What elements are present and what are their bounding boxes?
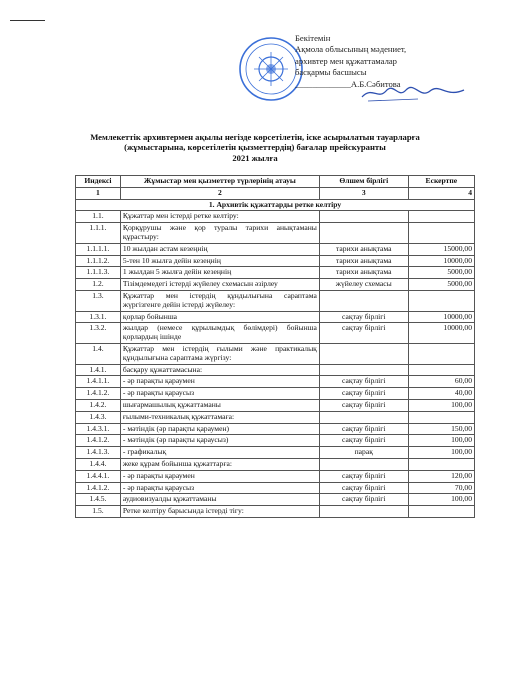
row-note: 60,00 xyxy=(408,376,474,388)
row-unit: парақ xyxy=(319,447,408,459)
table-row xyxy=(76,482,475,494)
table-row xyxy=(76,323,475,344)
row-name: 10 жылдан астам кезеңнің xyxy=(120,243,319,255)
column-number: 3 xyxy=(319,187,408,199)
row-unit xyxy=(319,458,408,470)
row-index: 1.4.4.1. xyxy=(76,470,121,482)
row-name: - графикалық xyxy=(120,447,319,459)
table-row xyxy=(76,311,475,323)
row-name: Қорқұрушы және қор туралы тарихи анықтаманы құрастыру: xyxy=(120,223,319,244)
row-unit: сақтау бірлігі xyxy=(319,399,408,411)
column-number: 4 xyxy=(408,187,474,199)
section-title: 1. Архивтік құжаттарды ретке келтіру xyxy=(76,199,475,211)
table-row xyxy=(76,267,475,279)
table-row xyxy=(76,447,475,459)
column-number-row xyxy=(76,187,475,199)
row-note: 5000,00 xyxy=(408,279,474,291)
row-index: 1.1.1.1. xyxy=(76,243,121,255)
row-note xyxy=(408,223,474,244)
row-name: - мәтіндік (әр парақты қараумен) xyxy=(120,423,319,435)
row-name: аудиовизуалды құжаттаманы xyxy=(120,494,319,506)
row-index: 1.4.1.2. xyxy=(76,435,121,447)
row-note: 10000,00 xyxy=(408,323,474,344)
row-index: 1.4.4. xyxy=(76,458,121,470)
header-cell: Индексі xyxy=(76,176,121,188)
row-note: 5000,00 xyxy=(408,267,474,279)
table-row xyxy=(76,279,475,291)
table-row xyxy=(76,211,475,223)
row-note xyxy=(408,211,474,223)
row-unit: сақтау бірлігі xyxy=(319,482,408,494)
column-number: 1 xyxy=(76,187,121,199)
row-index: 1.4. xyxy=(76,343,121,364)
row-name: жылдар (немесе құрылымдық бөлімдері) бойынша қорлардың ішінде xyxy=(120,323,319,344)
row-note: 10000,00 xyxy=(408,255,474,267)
row-name: - әр парақты қараумен xyxy=(120,376,319,388)
row-note: 150,00 xyxy=(408,423,474,435)
row-unit xyxy=(319,506,408,518)
row-note xyxy=(408,411,474,423)
row-note: 120,00 xyxy=(408,470,474,482)
row-unit xyxy=(319,211,408,223)
row-note xyxy=(408,458,474,470)
approval-line: архивтер мен құжаттамалар xyxy=(295,55,397,66)
row-index: 1.4.3. xyxy=(76,411,121,423)
approval-line: Бекітемін xyxy=(295,33,331,43)
row-name: қорлар бойынша xyxy=(120,311,319,323)
row-note: 40,00 xyxy=(408,388,474,400)
row-index: 1.1.1.3. xyxy=(76,267,121,279)
row-unit: тарихи анықтама xyxy=(319,243,408,255)
row-index: 1.3.1. xyxy=(76,311,121,323)
row-name: - әр парақты қараумен xyxy=(120,470,319,482)
row-unit xyxy=(319,411,408,423)
row-note: 100,00 xyxy=(408,447,474,459)
row-unit xyxy=(319,364,408,376)
row-note xyxy=(408,364,474,376)
header-row xyxy=(76,176,475,188)
row-index: 1.5. xyxy=(76,506,121,518)
table-row xyxy=(76,423,475,435)
table-row xyxy=(76,376,475,388)
row-name: Құжаттар мен істердің ғылыми және практикалық құндылығына сараптама жүргізу: xyxy=(120,343,319,364)
row-name: ғылыми-техникалық құжаттамаға: xyxy=(120,411,319,423)
row-unit: сақтау бірлігі xyxy=(319,423,408,435)
row-name: 1 жылдан 5 жылға дейін кезеңнің xyxy=(120,267,319,279)
row-unit: сақтау бірлігі xyxy=(319,376,408,388)
row-unit: сақтау бірлігі xyxy=(319,435,408,447)
row-name: 5-тен 10 жылға дейін кезеңнің xyxy=(120,255,319,267)
table-row xyxy=(76,388,475,400)
row-unit: сақтау бірлігі xyxy=(319,494,408,506)
row-unit xyxy=(319,290,408,311)
row-index: 1.1.1. xyxy=(76,223,121,244)
table-row xyxy=(76,364,475,376)
row-name: - мәтіндік (әр парақты қараусыз) xyxy=(120,435,319,447)
document-title xyxy=(40,132,470,163)
row-index: 1.4.1. xyxy=(76,364,121,376)
row-unit: жүйелеу схемасы xyxy=(319,279,408,291)
title-line: 2021 жылға xyxy=(232,152,278,163)
row-index: 1.4.1.1. xyxy=(76,376,121,388)
row-note xyxy=(408,290,474,311)
row-index: 1.4.1.2. xyxy=(76,482,121,494)
header-rule xyxy=(10,20,45,21)
row-index: 1.4.3.1. xyxy=(76,423,121,435)
row-index: 1.4.1.3. xyxy=(76,447,121,459)
table-row xyxy=(76,435,475,447)
row-note: 70,00 xyxy=(408,482,474,494)
row-index: 1.4.1.2. xyxy=(76,388,121,400)
row-unit xyxy=(319,343,408,364)
row-unit: сақтау бірлігі xyxy=(319,323,408,344)
row-name: Құжаттар мен істердің құндылығына сараптама жүргізгенге дейін істерді жүйелеу: xyxy=(120,290,319,311)
row-unit xyxy=(319,223,408,244)
table-row xyxy=(76,343,475,364)
row-index: 1.4.2. xyxy=(76,399,121,411)
row-name: басқару құжаттамасына: xyxy=(120,364,319,376)
row-unit: сақтау бірлігі xyxy=(319,311,408,323)
header-cell: Ескертпе xyxy=(408,176,474,188)
row-note: 100,00 xyxy=(408,494,474,506)
price-table xyxy=(75,175,475,518)
table-row xyxy=(76,470,475,482)
approval-line: Ақмола облысының мәдениет, xyxy=(295,44,407,55)
table-row xyxy=(76,243,475,255)
row-name: Тізімдемедегі істерді жүйелеу схемасын әзірлеу xyxy=(120,279,319,291)
title-line: Мемлекеттік архивтермен ақылы негізде көрсетілетін, іске асырылатын тауарларға xyxy=(90,132,420,142)
row-unit: сақтау бірлігі xyxy=(319,470,408,482)
approval-signatory: _____________А.Б.Сәбитова xyxy=(295,78,401,89)
row-note: 100,00 xyxy=(408,399,474,411)
row-index: 1.1.1.2. xyxy=(76,255,121,267)
table-row xyxy=(76,411,475,423)
row-unit: тарихи анықтама xyxy=(319,267,408,279)
row-note: 15000,00 xyxy=(408,243,474,255)
row-index: 1.4.5. xyxy=(76,494,121,506)
section-row xyxy=(76,199,475,211)
table-row xyxy=(76,399,475,411)
row-unit: сақтау бірлігі xyxy=(319,388,408,400)
handwritten-date xyxy=(358,82,468,104)
row-index: 1.3. xyxy=(76,290,121,311)
table-row xyxy=(76,290,475,311)
table-row xyxy=(76,458,475,470)
row-index: 1.3.2. xyxy=(76,323,121,344)
row-note xyxy=(408,343,474,364)
header-cell: Жұмыстар мен қызметтер түрлерінің атауы xyxy=(120,176,319,188)
table-row xyxy=(76,255,475,267)
row-name: Ретке келтіру барысында істерді тігу: xyxy=(120,506,319,518)
column-number: 2 xyxy=(120,187,319,199)
approval-line: басқармы басшысы xyxy=(295,67,367,78)
table-row xyxy=(76,223,475,244)
row-note: 100,00 xyxy=(408,435,474,447)
row-name: шығармашылық құжаттаманы xyxy=(120,399,319,411)
table-row xyxy=(76,494,475,506)
row-note xyxy=(408,506,474,518)
row-unit: тарихи анықтама xyxy=(319,255,408,267)
row-name: - әр парақты қараусыз xyxy=(120,482,319,494)
header-cell: Өлшем бірлігі xyxy=(319,176,408,188)
row-index: 1.1. xyxy=(76,211,121,223)
row-name: жеке құрам бойынша құжаттарға: xyxy=(120,458,319,470)
row-name: - әр парақты қараусыз xyxy=(120,388,319,400)
title-line: (жұмыстарына, көрсетілетін қызметтердің) бағалар прейскуранты xyxy=(124,142,386,153)
row-name: Құжаттар мен істерді ретке келтіру: xyxy=(120,211,319,223)
table-row xyxy=(76,506,475,518)
row-note: 10000,00 xyxy=(408,311,474,323)
row-index: 1.2. xyxy=(76,279,121,291)
